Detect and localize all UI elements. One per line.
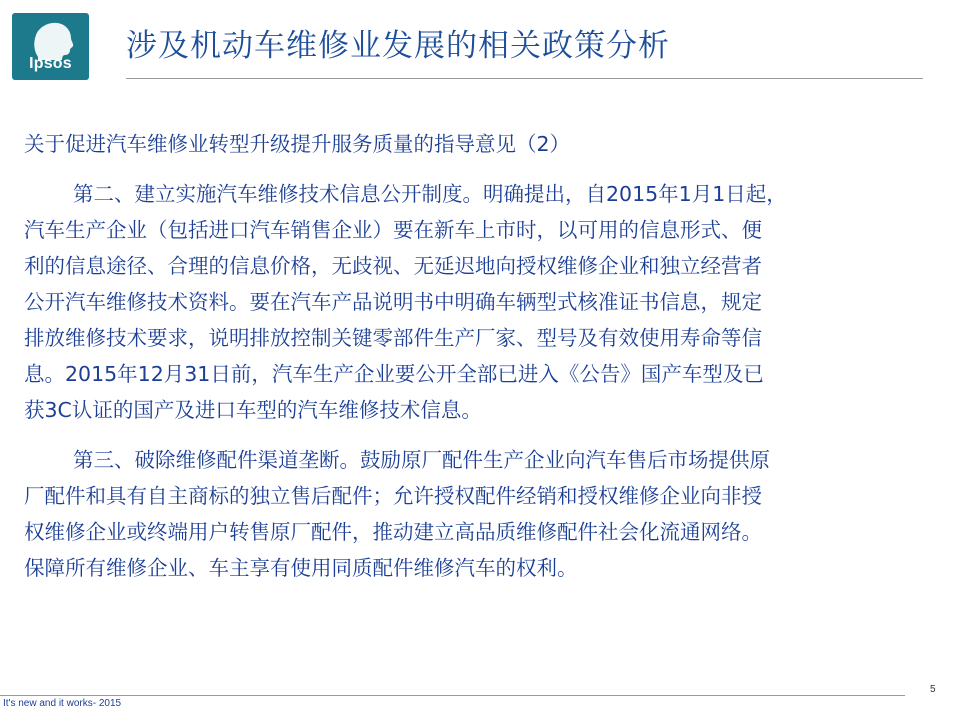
ipsos-logo: [12, 13, 89, 80]
text-line: 获3C认证的国产及进口车型的汽车维修技术信息。: [24, 398, 482, 422]
text-line: 权维修企业或终端用户转售原厂配件，推动建立高品质维修配件社会化流通网络。: [24, 520, 762, 544]
text-line: 厂配件和具有自主商标的独立售后配件；允许授权配件经销和授权维修企业向非授: [24, 484, 762, 508]
slide-title: 涉及机动车维修业发展的相关政策分析: [126, 28, 670, 64]
text-line: 排放维修技术要求，说明排放控制关键零部件生产厂家、型号及有效使用寿命等信: [24, 326, 762, 350]
text-line: 利的信息途径、合理的信息价格，无歧视、无延迟地向授权维修企业和独立经营者: [24, 254, 762, 278]
text-line: 第二、建立实施汽车维修技术信息公开制度。明确提出，自2015年1月1日起，: [73, 182, 787, 206]
text-line: 汽车生产企业（包括进口汽车销售企业）要在新车上市时，以可用的信息形式、便: [24, 218, 762, 242]
paragraph-2: [24, 176, 942, 428]
page-number: 5: [930, 684, 936, 695]
slide-body: [24, 126, 942, 600]
paragraph-3: [24, 442, 942, 586]
text-line: 保障所有维修企业、车主享有使用同质配件维修汽车的权利。: [24, 556, 578, 580]
text-line: 第三、破除维修配件渠道垄断。鼓励原厂配件生产企业向汽车售后市场提供原: [73, 448, 770, 472]
footer-tagline: It's new and it works- 2015: [3, 698, 122, 709]
logo-text: Ipsos: [29, 55, 72, 72]
text-line: 息。2015年12月31日前，汽车生产企业要公开全部已进入《公告》国产车型及已: [24, 362, 764, 386]
footer-divider: [0, 695, 905, 696]
text-line: 公开汽车维修技术资料。要在汽车产品说明书中明确车辆型式核准证书信息，规定: [24, 290, 762, 314]
slide-subtitle: 关于促进汽车维修业转型升级提升服务质量的指导意见（2）: [24, 132, 571, 156]
title-divider: [126, 78, 923, 79]
